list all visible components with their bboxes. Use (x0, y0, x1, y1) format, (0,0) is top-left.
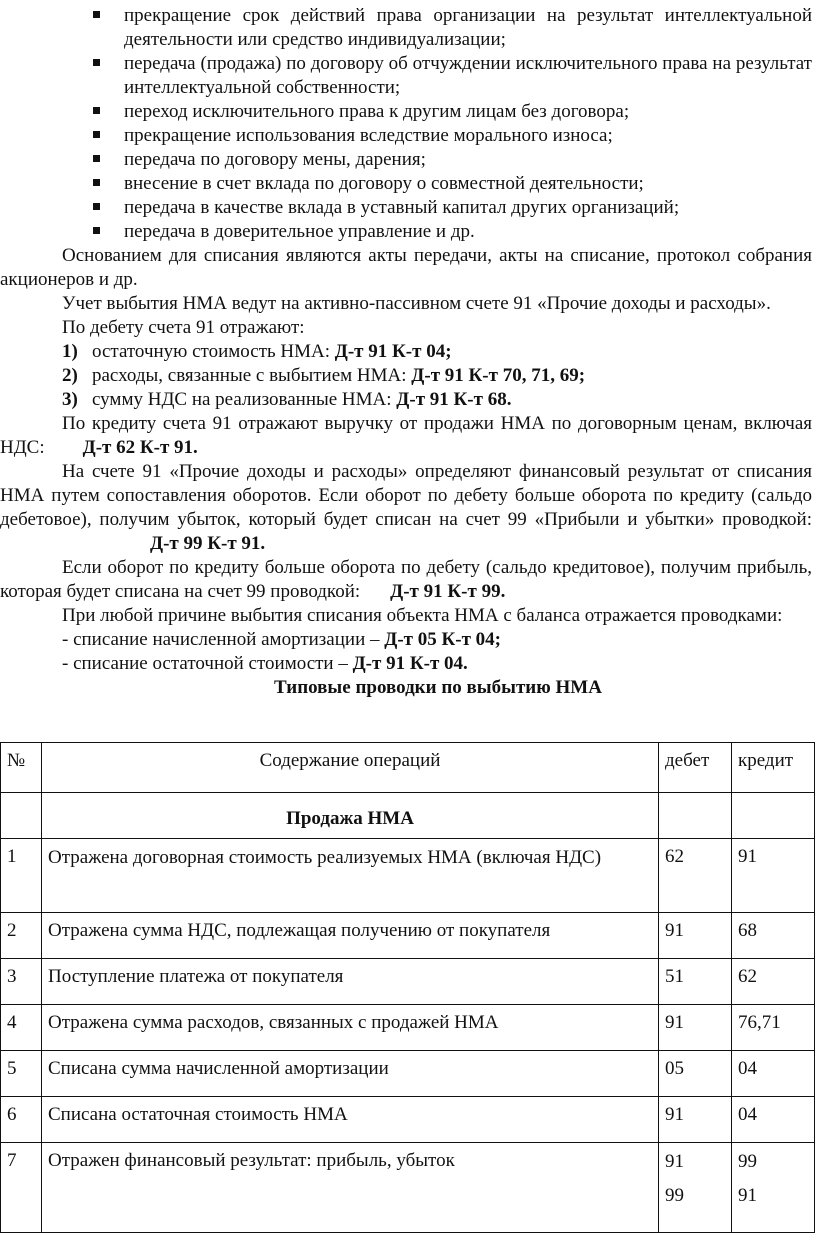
table-header-row (1, 743, 815, 793)
square-bullet-icon (93, 203, 100, 210)
debit-item: 1) остаточную стоимость НМА: Д-т 91 К-т 04; (62, 341, 452, 362)
row-credit: 91 (732, 839, 815, 913)
section-title: Продажа НМА (42, 793, 659, 839)
square-bullet-icon (93, 107, 100, 114)
table-row (1, 959, 815, 1005)
list-item: переход исключительного права к другим лицам без договора; (0, 100, 816, 124)
debit-item: 2) расходы, связанные с выбытием НМА: Д-т 91 К-т 70, 71, 69; (62, 365, 586, 386)
table-row (1, 1097, 815, 1143)
debit-value: 91 (665, 1151, 684, 1172)
row-credit: 04 (732, 1097, 815, 1143)
row-credit (732, 1143, 815, 1233)
table-row (1, 1143, 815, 1233)
table-row (1, 1005, 815, 1051)
row-debit: 05 (659, 1051, 732, 1097)
row-credit: 68 (732, 913, 815, 959)
debit-item: 3) сумму НДС на реализованные НМА: Д-т 91 К-т 68. (62, 389, 512, 410)
row-number: 5 (1, 1051, 42, 1097)
row-debit: 51 (659, 959, 732, 1005)
row-content: Поступление платежа от покупателя (42, 959, 659, 1005)
row-credit: 04 (732, 1051, 815, 1097)
table-row (1, 839, 815, 913)
row-number: 7 (1, 1143, 42, 1233)
bullet-list (0, 4, 816, 700)
row-credit: 62 (732, 959, 815, 1005)
table-row (1, 1051, 815, 1097)
square-bullet-icon (93, 131, 100, 138)
list-item: передача в доверительное управление и др. (0, 220, 816, 244)
row-number: 6 (1, 1097, 42, 1143)
row-content: Отражена сумма расходов, связанных с продажей НМА (42, 1005, 659, 1051)
debit-value: 99 (665, 1185, 684, 1206)
row-number: 4 (1, 1005, 42, 1051)
row-debit: 91 (659, 913, 732, 959)
row-debit: 91 (659, 1005, 732, 1051)
table-caption: Типовые проводки по выбытию НМА (274, 677, 602, 698)
writeoff-item: - списание остаточной стоимости – Д-т 91 К-т 04. (62, 653, 468, 674)
list-item: передача в качестве вклада в уставный капитал других организаций; (0, 196, 816, 220)
row-debit: 91 (659, 1097, 732, 1143)
list-item: передача по договору мены, дарения; (0, 148, 816, 172)
credit-value: 99 (738, 1151, 757, 1172)
row-credit: 76,71 (732, 1005, 815, 1051)
row-content: Списана сумма начисленной амортизации (42, 1051, 659, 1097)
paragraph-loss: На счете 91 «Прочие доходы и расходы» определяют финансовый результат от списания НМА путем сопоставления оборотов. Если оборот по дебету больше оборота по кредиту (сальдо дебетовое), получим убыток, который будет списан на счет 99 «Прибыли и убытки» проводкой:Д-т 99 К-т 91. (0, 461, 812, 554)
row-debit (659, 1143, 732, 1233)
paragraph-credit: По кредиту счета 91 отражают выручку от продажи НМА по договорным ценам, включая НДС: Д-т 62 К-т 91. (0, 413, 812, 458)
row-content: Отражена сумма НДС, подлежащая получению от покупателя (42, 913, 659, 959)
header-number: № (1, 743, 42, 793)
row-content: Списана остаточная стоимость НМА (42, 1097, 659, 1143)
table-row (1, 913, 815, 959)
header-content: Содержание операций (42, 743, 659, 793)
row-number: 2 (1, 913, 42, 959)
paragraph-basis: Основанием для списания являются акты передачи, акты на списание, протокол собрания акционеров и др. (0, 245, 812, 290)
paragraph-debit-intro: По дебету счета 91 отражают: (62, 317, 305, 338)
list-item: прекращение срок действий права организации на результат интеллектуальной деятельности или средство индивидуализации; (0, 4, 816, 52)
header-debit: дебет (659, 743, 732, 793)
paragraph-profit: Если оборот по кредиту больше оборота по дебету (сальдо кредитовое), получим прибыль, которая будет списана на счет 99 проводкой: Д-т 91 К-т 99. (0, 557, 812, 602)
list-item: прекращение использования вследствие морального износа; (0, 124, 816, 148)
square-bullet-icon (93, 227, 100, 234)
list-item: передача (продажа) по договору об отчуждении исключительного права на результат интеллектуальной собственности; (0, 52, 816, 100)
credit-value: 91 (738, 1185, 757, 1206)
writeoff-item: - списание начисленной амортизации – Д-т 05 К-т 04; (62, 629, 501, 650)
paragraph-account: Учет выбытия НМА ведут на активно-пассивном счете 91 «Прочие доходы и расходы». (62, 293, 771, 314)
square-bullet-icon (93, 179, 100, 186)
list-item: внесение в счет вклада по договору о совместной деятельности; (0, 172, 816, 196)
operations-table (0, 742, 815, 1233)
row-debit: 62 (659, 839, 732, 913)
row-content: Отражена договорная стоимость реализуемых НМА (включая НДС) (42, 839, 659, 913)
paragraph-any-reason: При любой причине выбытия списания объекта НМА с баланса отражается проводками: (62, 605, 783, 626)
row-content: Отражен финансовый результат: прибыль, убыток (42, 1143, 659, 1233)
table-section-row (1, 793, 815, 839)
square-bullet-icon (93, 59, 100, 66)
row-number: 1 (1, 839, 42, 913)
square-bullet-icon (93, 11, 100, 18)
square-bullet-icon (93, 155, 100, 162)
header-credit: кредит (732, 743, 815, 793)
row-number: 3 (1, 959, 42, 1005)
